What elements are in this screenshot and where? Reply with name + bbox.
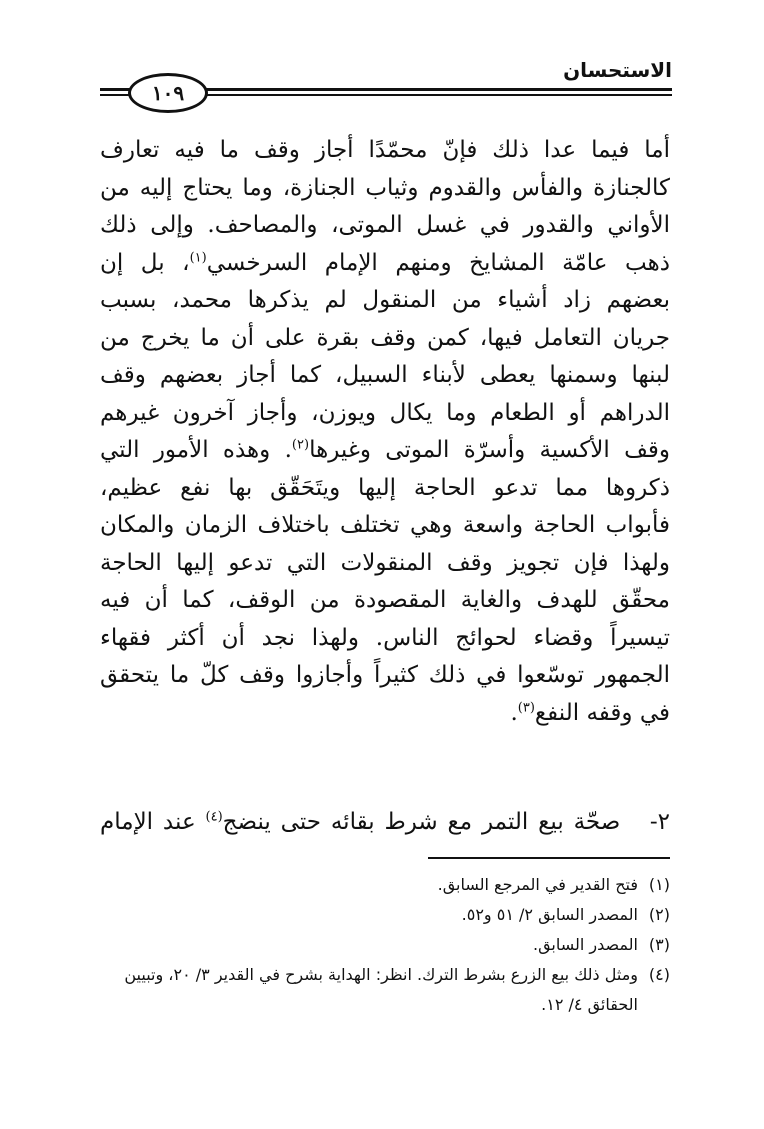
footnote	[100, 960, 670, 1020]
footnote-text: المصدر السابق.	[532, 935, 638, 954]
footnote-ref[interactable]: (٤)	[205, 809, 223, 825]
numbered-item	[100, 804, 670, 842]
footnote-text: ومثل ذلك بيع الزرع بشرط الترك. انظر: الهداية بشرح في القدير ٣/ ٢٠، وتبيين الحقائق ٤/ ١٢.	[124, 965, 638, 1014]
footnote-number: (٢)	[648, 905, 670, 924]
item-number: ٢-	[649, 809, 671, 835]
footnote-separator	[428, 857, 670, 859]
item-text-end: عند الإمام	[100, 809, 196, 835]
text-line: فأبواب الحاجة واسعة وهي تختلف باختلاف الزمان والمكان	[100, 512, 670, 538]
footnote-text: فتح القدير في المرجع السابق.	[437, 875, 638, 894]
text-line: ذكروها مما تدعو الحاجة إليها ويتَحَقّق بها نفع عظيم،	[100, 474, 670, 501]
text-line: كالجنازة والفأس والقدوم وثياب الجنازة، وما يحتاج إليه من	[100, 174, 670, 201]
page-number: ١٠٩	[128, 73, 208, 113]
item-text: صحّة بيع التمر مع شرط بقائه حتى ينضج	[222, 809, 621, 835]
text-line: الأواني والقدور في غسل الموتى، والمصاحف. وإلى ذلك	[100, 212, 670, 238]
text-line: الجمهور توسّعوا في ذلك كثيراً وأجازوا وقف كلّ ما يتحقق	[100, 662, 670, 688]
footnotes	[100, 870, 670, 1020]
main-text	[100, 132, 670, 732]
footnote	[100, 930, 670, 960]
footnote	[100, 900, 670, 930]
footnote	[100, 870, 670, 900]
text-line: الدراهم أو الطعام وما يكال ويوزن، وأجاز آخرون غيرهم	[100, 399, 670, 426]
text-line: بعضهم زاد أشياء من المنقول لم يذكرها محمد، بسبب	[100, 287, 670, 313]
text-line: ذهب عامّة المشايخ ومنهم الإمام السرخسي$^{(١)}$، بل إن	[100, 249, 670, 276]
text-line: وقف الأكسية وأسرّة الموتى وغيرها$^{(٢)}$. وهذه الأمور التي	[100, 437, 670, 463]
text-line: محقّق للهدف والغاية المقصودة من الوقف، كما أن فيه	[100, 587, 670, 613]
footnote-number: (٤)	[648, 965, 670, 984]
footnote-number: (٣)	[648, 935, 670, 954]
text-line: ولهذا فإن تجويز وقف المنقولات التي تدعو إليها الحاجة	[100, 549, 670, 576]
text-line: تيسيراً وقضاء لحوائج الناس. ولهذا نجد أن أكثر فقهاء	[100, 624, 670, 651]
footnote-text: المصدر السابق ٢/ ٥١ و٥٢.	[461, 905, 638, 924]
text-line: لبنها وسمنها يعطى لأبناء السبيل، كما أجاز بعضهم وقف	[100, 362, 670, 388]
text-line: أما فيما عدا ذلك فإنّ محمّدًا أجاز وقف ما فيه تعارف	[100, 137, 670, 163]
footnote-ref[interactable]: (٣)	[517, 699, 535, 715]
footnote-ref[interactable]: (١)	[189, 249, 207, 265]
text-line: جريان التعامل فيها، كمن وقف بقرة على أن ما يخرج من	[100, 324, 670, 351]
footnote-number: (١)	[648, 875, 670, 894]
running-header-title: الاستحسان	[563, 58, 672, 82]
text-line: في وقفه النفع$^{(٣)}$.	[510, 699, 670, 726]
footnote-ref[interactable]: (٢)	[291, 437, 310, 453]
